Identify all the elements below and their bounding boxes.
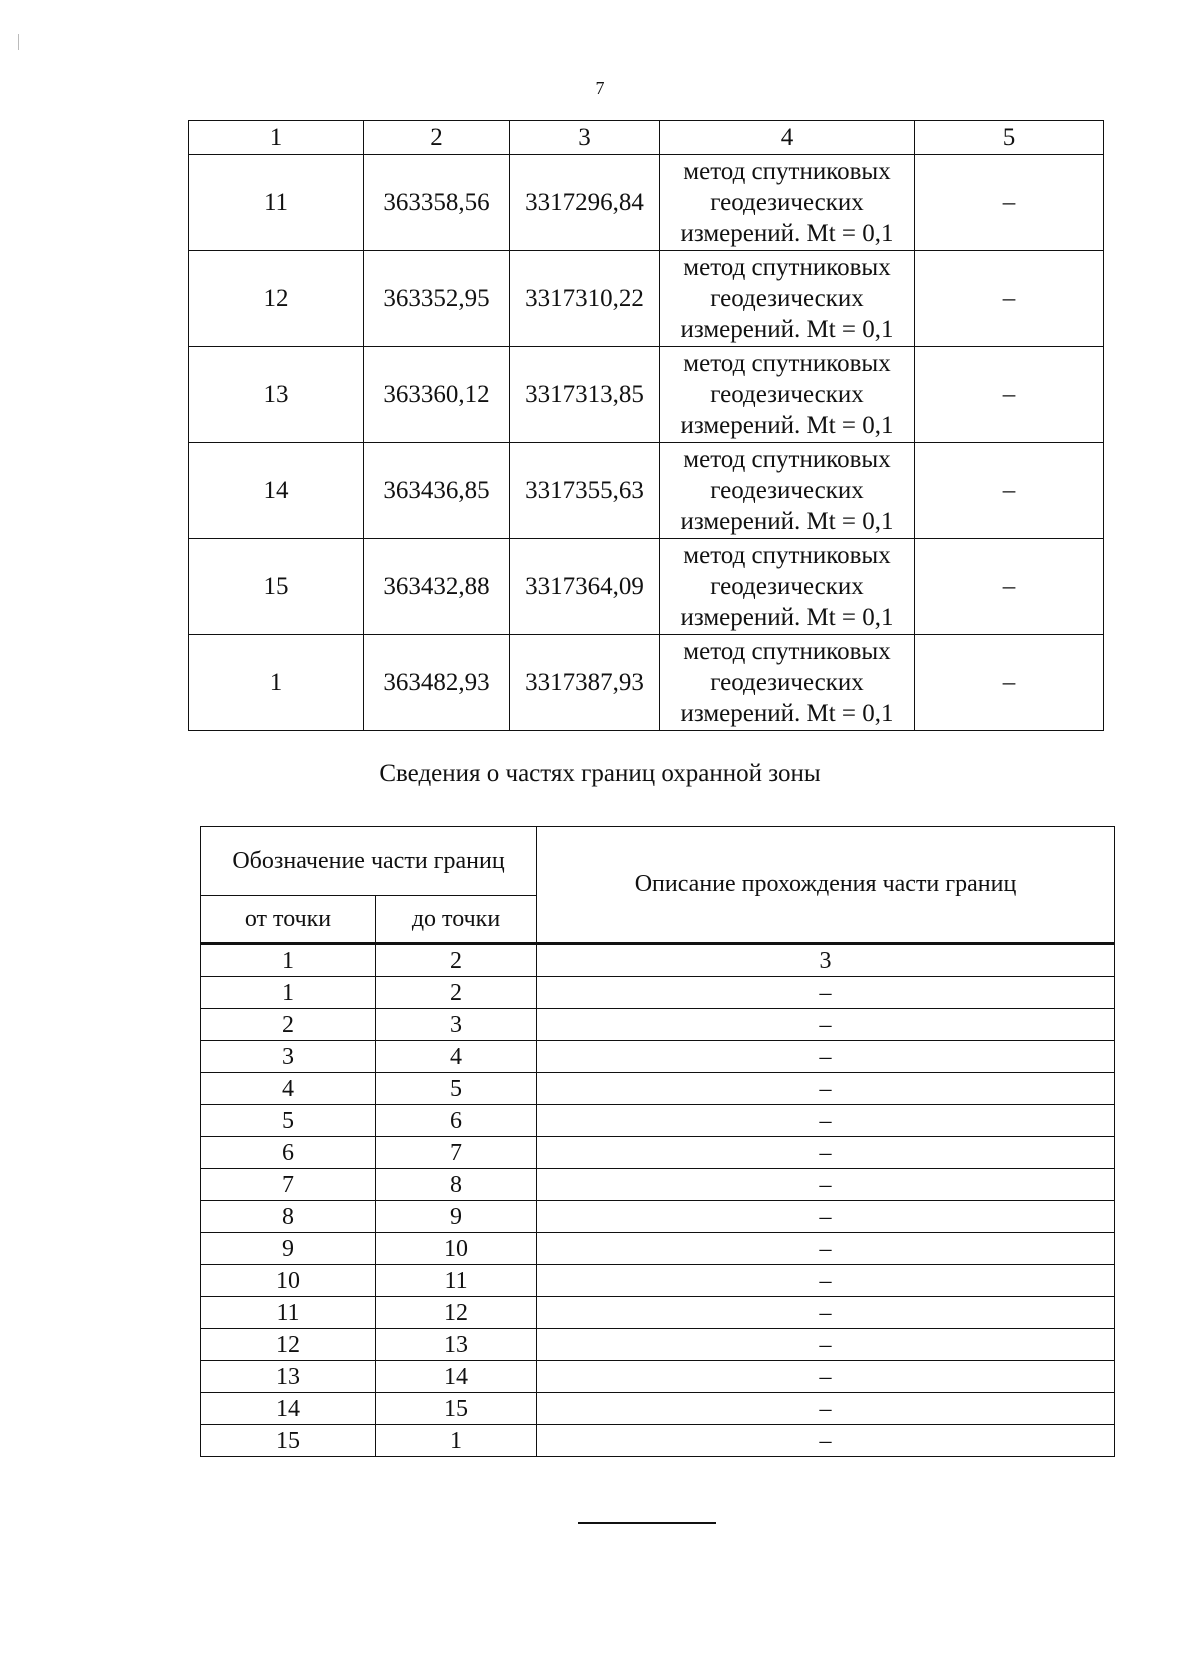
- description-cell: –: [537, 1265, 1115, 1297]
- coordinates-table: [188, 120, 1104, 731]
- x-coordinate-cell: 363436,85: [364, 443, 510, 539]
- table-row: [189, 347, 1104, 443]
- section-title: Сведения о частях границ охранной зоны: [379, 760, 821, 787]
- end-rule: [578, 1522, 716, 1524]
- description-cell: –: [537, 1073, 1115, 1105]
- method-line: метод спутниковых: [683, 446, 891, 473]
- method-line: измерений. Mt = 0,1: [680, 316, 894, 343]
- point-number-cell: 11: [189, 155, 364, 251]
- description-cell: –: [537, 1361, 1115, 1393]
- method-line: метод спутниковых: [683, 254, 891, 281]
- table-row: [201, 1329, 1115, 1361]
- parts-number-cell: 2: [376, 944, 537, 977]
- method-line: геодезических: [710, 285, 864, 312]
- to-point-cell: 12: [376, 1297, 537, 1329]
- description-cell: –: [537, 1105, 1115, 1137]
- table-row: [201, 1361, 1115, 1393]
- table-row: [201, 1425, 1115, 1457]
- x-coordinate-cell: 363432,88: [364, 539, 510, 635]
- method-line: измерений. Mt = 0,1: [680, 700, 894, 727]
- method-cell: [660, 443, 915, 539]
- description-cell: –: [537, 1009, 1115, 1041]
- table-row: [201, 1105, 1115, 1137]
- to-point-cell: 13: [376, 1329, 537, 1361]
- parts-number-cell: 3: [537, 944, 1115, 977]
- y-coordinate-cell: 3317296,84: [510, 155, 660, 251]
- x-coordinate-cell: 363482,93: [364, 635, 510, 731]
- method-cell: [660, 539, 915, 635]
- description-cell: –: [537, 1233, 1115, 1265]
- from-point-header: от точки: [201, 896, 376, 944]
- point-number-cell: 12: [189, 251, 364, 347]
- to-point-cell: 15: [376, 1393, 537, 1425]
- to-point-cell: 5: [376, 1073, 537, 1105]
- table-row: [189, 635, 1104, 731]
- method-line: измерений. Mt = 0,1: [680, 604, 894, 631]
- from-point-cell: 11: [201, 1297, 376, 1329]
- from-point-cell: 6: [201, 1137, 376, 1169]
- coordinates-header-cell: 4: [660, 121, 915, 155]
- from-point-cell: 5: [201, 1105, 376, 1137]
- table-row: [201, 1201, 1115, 1233]
- to-point-cell: 14: [376, 1361, 537, 1393]
- note-cell: –: [915, 251, 1104, 347]
- to-point-cell: 9: [376, 1201, 537, 1233]
- note-cell: –: [915, 443, 1104, 539]
- to-point-cell: 8: [376, 1169, 537, 1201]
- parts-number-cell: 1: [201, 944, 376, 977]
- from-point-cell: 10: [201, 1265, 376, 1297]
- description-cell: –: [537, 1137, 1115, 1169]
- from-point-cell: 14: [201, 1393, 376, 1425]
- table-row: [201, 1137, 1115, 1169]
- to-point-cell: 6: [376, 1105, 537, 1137]
- from-point-cell: 7: [201, 1169, 376, 1201]
- x-coordinate-cell: 363358,56: [364, 155, 510, 251]
- to-point-cell: 1: [376, 1425, 537, 1457]
- from-point-cell: 1: [201, 977, 376, 1009]
- method-line: измерений. Mt = 0,1: [680, 412, 894, 439]
- method-line: геодезических: [710, 381, 864, 408]
- coordinates-header-cell: 3: [510, 121, 660, 155]
- coordinates-header-cell: 2: [364, 121, 510, 155]
- description-cell: –: [537, 1329, 1115, 1361]
- point-number-cell: 14: [189, 443, 364, 539]
- to-point-cell: 7: [376, 1137, 537, 1169]
- designation-header: Обозначение части границ: [201, 827, 537, 896]
- table-row: [201, 1265, 1115, 1297]
- note-cell: –: [915, 539, 1104, 635]
- to-point-cell: 3: [376, 1009, 537, 1041]
- to-point-cell: 2: [376, 977, 537, 1009]
- from-point-cell: 13: [201, 1361, 376, 1393]
- coordinates-header-cell: 1: [189, 121, 364, 155]
- y-coordinate-cell: 3317310,22: [510, 251, 660, 347]
- from-point-cell: 2: [201, 1009, 376, 1041]
- to-point-cell: 10: [376, 1233, 537, 1265]
- table-row: [189, 443, 1104, 539]
- x-coordinate-cell: 363352,95: [364, 251, 510, 347]
- description-cell: –: [537, 1297, 1115, 1329]
- table-row: [189, 251, 1104, 347]
- method-line: измерений. Mt = 0,1: [680, 508, 894, 535]
- from-point-cell: 4: [201, 1073, 376, 1105]
- method-cell: [660, 347, 915, 443]
- from-point-cell: 3: [201, 1041, 376, 1073]
- boundary-parts-table: [200, 826, 1115, 1457]
- from-point-cell: 8: [201, 1201, 376, 1233]
- point-number-cell: 13: [189, 347, 364, 443]
- table-row: [201, 1009, 1115, 1041]
- table-row: [189, 155, 1104, 251]
- method-line: измерений. Mt = 0,1: [680, 220, 894, 247]
- parts-number-row: [201, 944, 1115, 977]
- note-cell: –: [915, 155, 1104, 251]
- coordinates-header-cell: 5: [915, 121, 1104, 155]
- table-row: [201, 1073, 1115, 1105]
- description-cell: –: [537, 1041, 1115, 1073]
- method-cell: [660, 251, 915, 347]
- table-row: [201, 1233, 1115, 1265]
- table-row: [201, 1297, 1115, 1329]
- description-cell: –: [537, 977, 1115, 1009]
- method-line: метод спутниковых: [683, 638, 891, 665]
- description-cell: –: [537, 1169, 1115, 1201]
- from-point-cell: 9: [201, 1233, 376, 1265]
- note-cell: –: [915, 347, 1104, 443]
- parts-header-row: [201, 827, 1115, 896]
- y-coordinate-cell: 3317355,63: [510, 443, 660, 539]
- table-row: [201, 1393, 1115, 1425]
- y-coordinate-cell: 3317387,93: [510, 635, 660, 731]
- to-point-cell: 4: [376, 1041, 537, 1073]
- method-line: геодезических: [710, 573, 864, 600]
- point-number-cell: 15: [189, 539, 364, 635]
- method-cell: [660, 155, 915, 251]
- description-cell: –: [537, 1201, 1115, 1233]
- from-point-cell: 15: [201, 1425, 376, 1457]
- method-line: метод спутниковых: [683, 158, 891, 185]
- method-line: геодезических: [710, 669, 864, 696]
- coordinates-header-row: [189, 121, 1104, 155]
- y-coordinate-cell: 3317313,85: [510, 347, 660, 443]
- description-header: Описание прохождения части границ: [537, 827, 1115, 944]
- note-cell: –: [915, 635, 1104, 731]
- scan-artifact-mark: [18, 34, 19, 50]
- method-line: метод спутниковых: [683, 542, 891, 569]
- point-number-cell: 1: [189, 635, 364, 731]
- method-line: геодезических: [710, 189, 864, 216]
- y-coordinate-cell: 3317364,09: [510, 539, 660, 635]
- description-cell: –: [537, 1425, 1115, 1457]
- to-point-header: до точки: [376, 896, 537, 944]
- page-number: 7: [595, 78, 605, 98]
- to-point-cell: 11: [376, 1265, 537, 1297]
- description-cell: –: [537, 1393, 1115, 1425]
- x-coordinate-cell: 363360,12: [364, 347, 510, 443]
- method-line: геодезических: [710, 477, 864, 504]
- method-cell: [660, 635, 915, 731]
- table-row: [201, 1169, 1115, 1201]
- table-row: [201, 977, 1115, 1009]
- table-row: [201, 1041, 1115, 1073]
- method-line: метод спутниковых: [683, 350, 891, 377]
- table-row: [189, 539, 1104, 635]
- from-point-cell: 12: [201, 1329, 376, 1361]
